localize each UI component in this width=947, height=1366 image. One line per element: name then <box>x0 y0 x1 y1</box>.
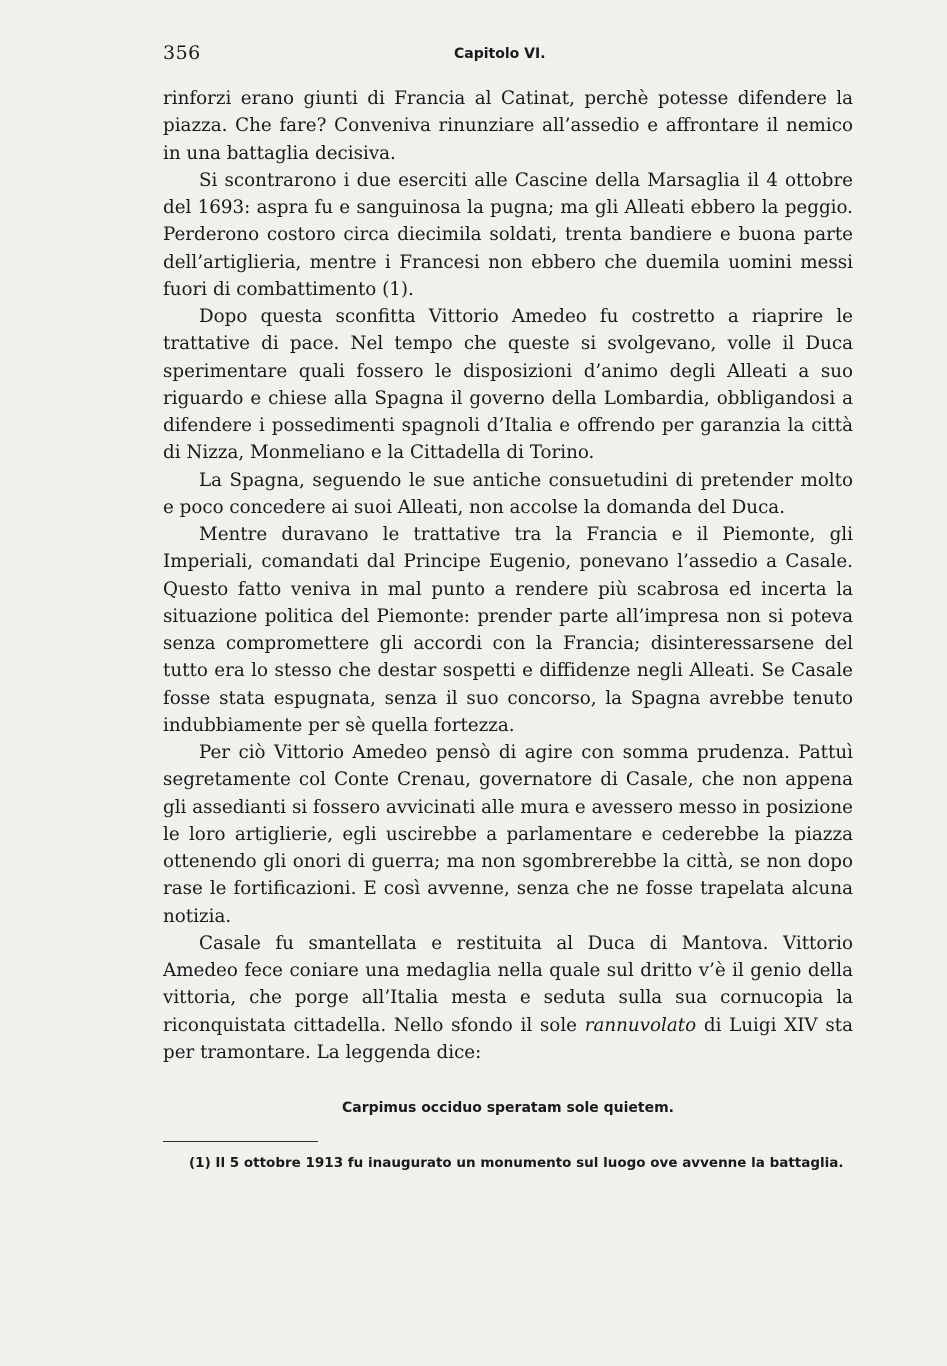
paragraph-7-start: Casale fu smantellata e restituita al Duca di Mantova. Vittorio Amedeo fece coniare una medaglia nella quale sul dritto v’è il genio della vittoria, che porge all’Italia mesta e seduta sulla sua cornucopia la riconquistata cittadella. Nello sfondo il sole <box>163 932 853 1036</box>
page-header <box>163 42 853 72</box>
running-head: Capitolo VI. <box>454 46 546 62</box>
footnote: (1) Il 5 ottobre 1913 fu inaugurato un monumento sul luogo ove avvenne la battaglia. <box>189 1155 844 1171</box>
paragraph-6: Per ciò Vittorio Amedeo pensò di agire con somma prudenza. Pattuì segretamente col Conte Crenau, governatore di Casale, che non appena gli assedianti si fossero avvicinati alle mura e avessero messo in posizione le loro artiglierie, egli uscirebbe a parlamentare e cederebbe la piazza ottenendo gli onori di guerra; ma non sgombrerebbe la città, se non dopo rase le fortificazioni. E così avvenne, senza che ne fosse trapelata alcuna notizia. <box>163 742 853 927</box>
medal-motto: Carpimus occiduo speratam sole quietem. <box>341 1100 674 1116</box>
footnote-divider <box>163 1141 318 1142</box>
paragraph-1: rinforzi erano giunti di Francia al Catinat, perchè potesse difendere la piazza. Che fare? Conveniva rinunziare all’assedio e affrontare il nemico in una battaglia decisiva. <box>163 88 853 164</box>
paragraph-7-end: di Luigi XIV sta per tramontare. La leggenda dice: <box>163 1014 853 1063</box>
body-text <box>163 85 853 1066</box>
italic-word: rannuvolato <box>584 1014 697 1036</box>
page-number: 356 <box>163 42 201 64</box>
paragraph-5: Mentre duravano le trattative tra la Francia e il Piemonte, gli Imperiali, comandati dal Principe Eugenio, ponevano l’assedio a Casale. Questo fatto veniva in mal punto a rendere più scabrosa ed incerta la situazione politica del Piemonte: prender parte all’impresa non si poteva senza compromettere gli accordi con la Francia; disinteressarsene del tutto era lo stesso che destar sospetti e diffidenze negli Alleati. Se Casale fosse stata espugnata, senza il suo concorso, la Spagna avrebbe tenuto indubbiamente per sè quella fortezza. <box>163 524 853 736</box>
paragraph-3: Dopo questa sconfitta Vittorio Amedeo fu costretto a riaprire le trattative di pace. Nel tempo che queste si svolgevano, volle il Duca sperimentare quali fossero le disposizioni d’animo degli Alleati a suo riguardo e chiese alla Spagna il governo della Lombardia, obbligandosi a difendere i possedimenti spagnoli d’Italia e offrendo per garanzia la città di Nizza, Monmeliano e la Cittadella di Torino. <box>163 306 853 464</box>
paragraph-7 <box>163 930 853 1066</box>
paragraph-2: Si scontrarono i due eserciti alle Cascine della Marsaglia il 4 ottobre del 1693: aspra fu e sanguinosa la pugna; ma gli Alleati ebbero la peggio. Perderono costoro circa diecimila soldati, trenta bandiere e buona parte dell’artiglieria, mentre i Francesi non ebbero che duemila uomini messi fuori di combattimento (1). <box>163 169 853 300</box>
paragraph-4: La Spagna, seguendo le sue antiche consuetudini di pretender molto e poco concedere ai suoi Alleati, non accolse la domanda del Duca. <box>163 469 853 518</box>
